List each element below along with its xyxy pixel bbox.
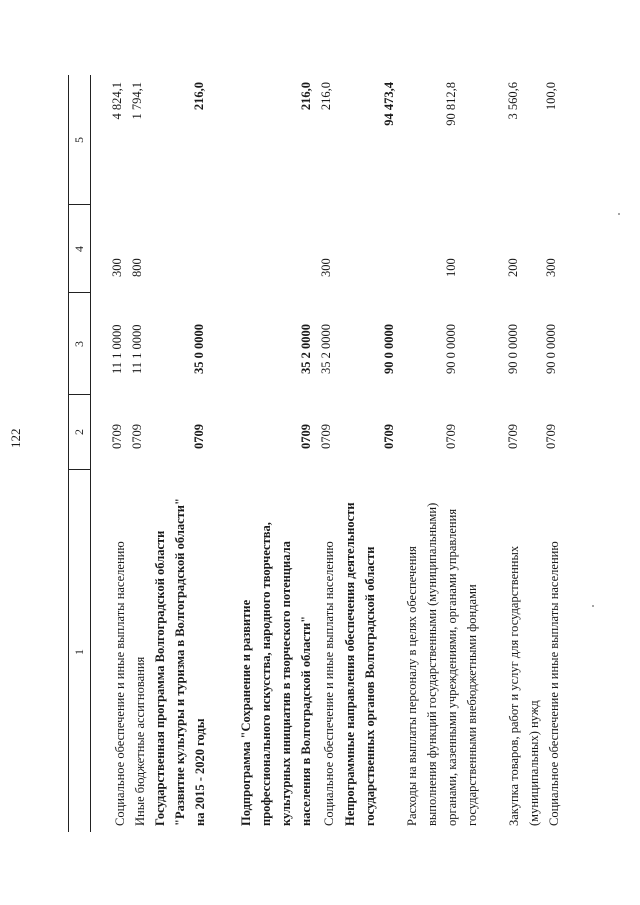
header-col-4: 4 — [72, 246, 86, 252]
scan-speck — [618, 213, 620, 215]
row-7-name: Закупка товаров, работ и услуг для государственных (муниципальных) нужд — [507, 545, 541, 826]
header-col-2: 2 — [72, 429, 86, 435]
row-3-name: Подпрограмма "Сохранение и развитие профессионального искусства, народного творчества, культурных инициатив в творческого потенциала населения в Волгоградской области" — [239, 522, 313, 826]
row-7-amount: 3 560,6 — [506, 82, 520, 120]
row-6-type: 100 — [444, 258, 458, 277]
row-8-name: Социальное обеспечение и иные выплаты населению — [547, 541, 561, 826]
page-number: 122 — [8, 428, 23, 448]
row-6-code: 0709 — [444, 424, 458, 449]
row-5-amount: 94 473,4 — [382, 82, 396, 126]
row-0-type: 300 — [110, 258, 124, 277]
header-separator — [68, 204, 90, 205]
row-3-target: 35 2 0000 — [299, 324, 313, 374]
row-4-name: Социальное обеспечение и иные выплаты населению — [322, 541, 336, 826]
row-6-target: 90 0 0000 — [444, 324, 458, 374]
row-8-target: 90 0 0000 — [544, 324, 558, 374]
row-5-target: 90 0 0000 — [382, 324, 396, 374]
row-2-target: 35 0 0000 — [192, 324, 206, 374]
header-col-1: 1 — [72, 649, 86, 655]
row-1-target: 11 1 0000 — [130, 324, 144, 374]
header-col-5: 5 — [72, 137, 86, 143]
row-5-code: 0709 — [382, 424, 396, 449]
row-7-code: 0709 — [506, 424, 520, 449]
row-7-target: 90 0 0000 — [506, 324, 520, 374]
row-1-amount: 1 794,1 — [130, 82, 144, 120]
row-3-amount: 216,0 — [299, 82, 313, 111]
row-0-name: Социальное обеспечение и иные выплаты населению — [113, 541, 127, 826]
header-bottom-rule — [90, 75, 91, 832]
row-6-amount: 90 812,8 — [444, 82, 458, 126]
header-col-3: 3 — [72, 341, 86, 347]
row-0-code: 0709 — [110, 424, 124, 449]
row-0-target: 11 1 0000 — [110, 324, 124, 374]
row-2-name: Государственная программа Волгоградской области "Развитие культуры и туризма в Волгоградской области" на 2015 - 2020 годы — [153, 498, 207, 826]
header-separator — [68, 469, 90, 470]
header-separator — [68, 292, 90, 293]
row-1-name: Иные бюджетные ассигнования — [133, 656, 147, 826]
table-top-rule — [68, 75, 69, 832]
row-8-type: 300 — [544, 258, 558, 277]
row-4-code: 0709 — [319, 424, 333, 449]
header-separator — [68, 394, 90, 395]
row-8-code: 0709 — [544, 424, 558, 449]
row-0-amount: 4 824,1 — [110, 82, 124, 120]
row-2-code: 0709 — [192, 424, 206, 449]
budget-table — [68, 75, 568, 832]
row-4-target: 35 2 0000 — [319, 324, 333, 374]
row-7-type: 200 — [506, 258, 520, 277]
row-2-amount: 216,0 — [192, 82, 206, 111]
row-4-type: 300 — [319, 258, 333, 277]
row-5-name: Непрограммные направления обеспечения деятельности государственных органов Волгоградской области — [343, 502, 377, 826]
row-1-type: 800 — [130, 258, 144, 277]
row-4-amount: 216,0 — [319, 82, 333, 111]
row-6-name: Расходы на выплаты персоналу в целях обеспечения выполнения функций государственными (муниципальными) органами, казенными учреждениями, органами управления государственными внебюджетными фондами — [405, 502, 479, 826]
scan-speck — [592, 605, 594, 607]
row-1-code: 0709 — [130, 424, 144, 449]
row-3-code: 0709 — [299, 424, 313, 449]
row-8-amount: 100,0 — [544, 82, 558, 111]
